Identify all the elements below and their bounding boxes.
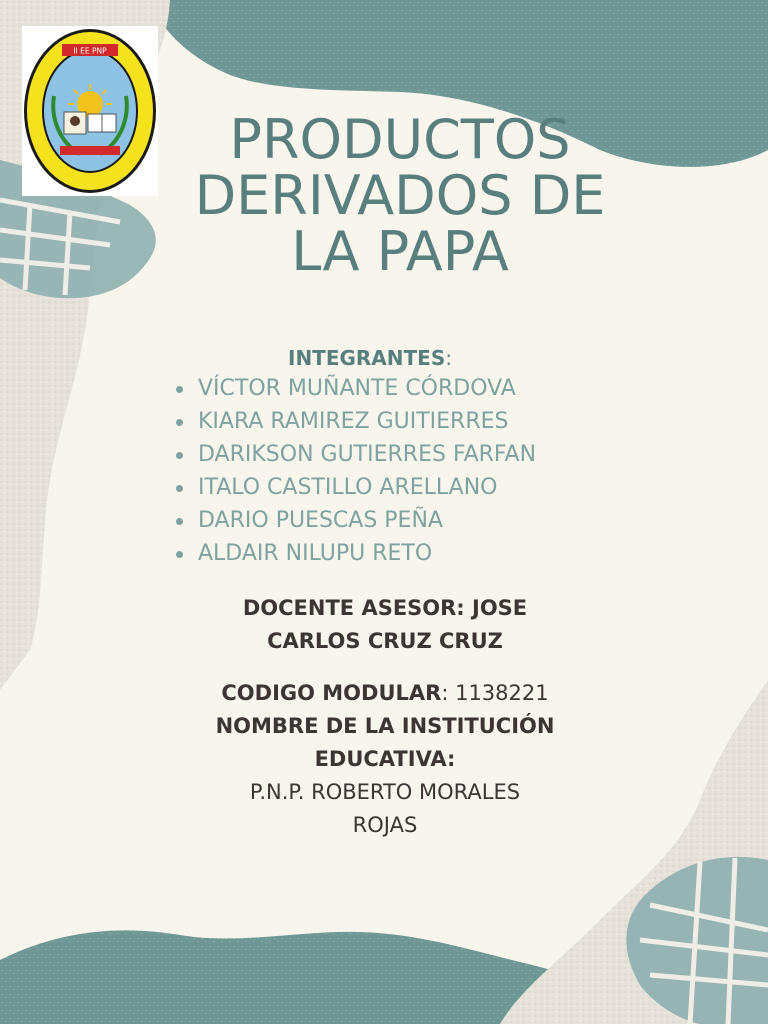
list-item: DARIKSON GUTIERRES FARFAN <box>170 438 630 471</box>
advisor-block <box>180 592 590 658</box>
modular-code: CODIGO MODULAR: 1138221 <box>221 681 549 705</box>
members-list <box>170 372 630 570</box>
list-item: ITALO CASTILLO ARELLANO <box>170 471 630 504</box>
list-item: KIARA RAMIREZ GUITIERRES <box>170 405 630 438</box>
title-line: PRODUCTOS <box>229 108 571 171</box>
document-title <box>150 108 650 283</box>
list-item: VÍCTOR MUÑANTE CÓRDOVA <box>170 372 630 405</box>
title-line: DERIVADOS DE <box>194 164 606 227</box>
list-item: DARIO PUESCAS PEÑA <box>170 504 630 537</box>
institution-block <box>180 677 590 842</box>
title-line: LA PAPA <box>291 220 509 283</box>
institution-label: NOMBRE DE LA INSTITUCIÓN <box>215 714 555 738</box>
logo-top-banner: II EE PNP <box>73 46 107 56</box>
members-section <box>170 344 630 570</box>
school-logo <box>22 26 158 196</box>
institution-name: P.N.P. ROBERTO MORALES <box>249 780 521 804</box>
institution-label: EDUCATIVA: <box>314 747 456 771</box>
members-heading: INTEGRANTES: <box>288 346 452 370</box>
advisor-line: CARLOS CRUZ CRUZ <box>267 629 503 653</box>
list-item: ALDAIR NILUPU RETO <box>170 537 630 570</box>
advisor-line: DOCENTE ASESOR: JOSE <box>242 596 528 620</box>
institution-name: ROJAS <box>352 813 418 837</box>
